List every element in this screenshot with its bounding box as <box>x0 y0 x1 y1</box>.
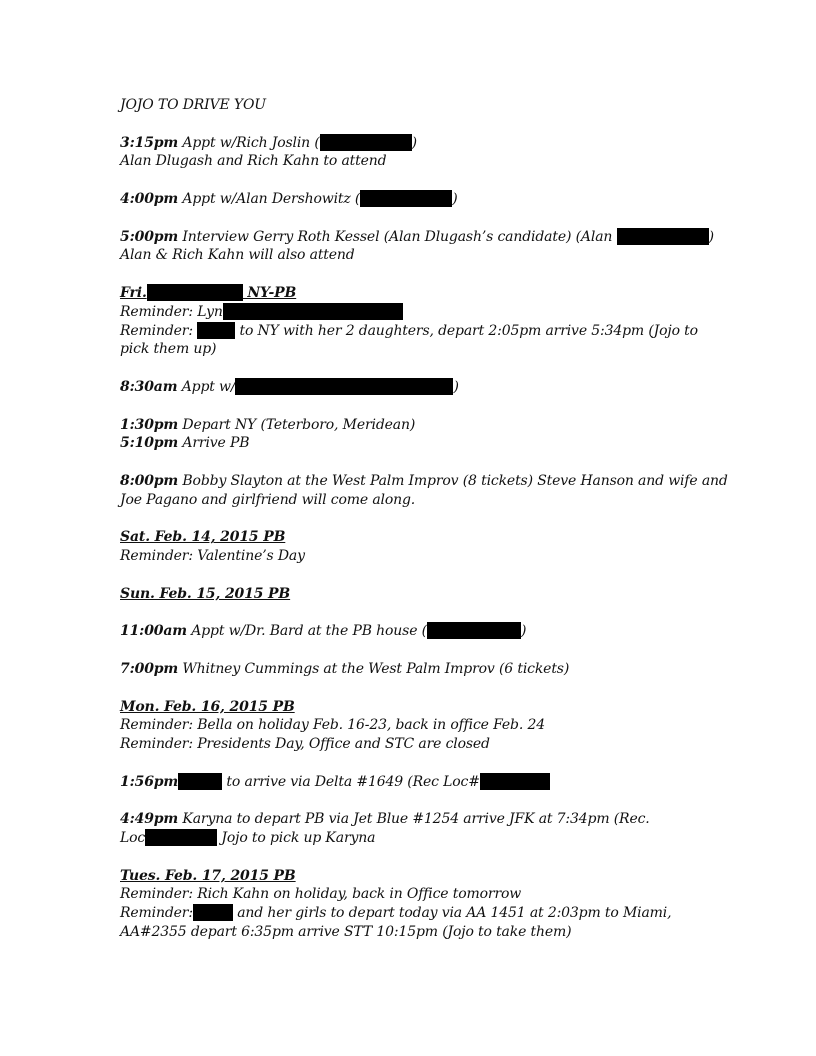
event-note-text: Loc <box>120 830 146 847</box>
spacer <box>120 848 710 867</box>
event-time: 11:00am <box>120 623 187 640</box>
travel-line <box>120 829 710 848</box>
appointment-line <box>120 134 710 153</box>
redaction-box <box>360 190 452 207</box>
redaction-box <box>197 322 235 339</box>
event-text: Appt w/ <box>177 378 236 395</box>
reminder-line <box>120 923 710 942</box>
spacer <box>120 791 710 810</box>
travel-line <box>120 434 710 453</box>
redaction-box <box>320 134 412 151</box>
redaction-box <box>617 228 709 245</box>
spacer <box>120 115 710 134</box>
appointment-note <box>120 152 710 171</box>
spacer <box>120 566 710 585</box>
event-text-close: ) <box>411 134 417 151</box>
event-time: 8:30am <box>120 378 178 395</box>
driver-note-text: JOJO TO DRIVE YOU <box>120 97 266 113</box>
appointment-note <box>120 246 710 265</box>
redaction-box <box>223 303 403 320</box>
reminder-text: and her girls to depart today via AA 1451 at 2:03pm to Miami, <box>232 905 672 922</box>
event-text-close: ) <box>453 378 459 395</box>
event-note-text: Alan Dlugash and Rich Kahn to attend <box>120 153 387 170</box>
appointment-line <box>120 622 710 641</box>
event-time: 1:56pm <box>120 773 179 790</box>
day-heading-saturday <box>120 528 710 547</box>
spacer <box>120 359 710 378</box>
reminder-text: Reminder: <box>120 322 198 339</box>
reminder-line <box>120 885 710 904</box>
event-text: Bobby Slayton at the West Palm Improv (8 tickets) Steve Hanson and wife and <box>178 472 728 489</box>
redaction-box <box>147 284 243 301</box>
appointment-line <box>120 228 714 247</box>
day-heading-monday <box>120 698 710 717</box>
reminder-line <box>120 735 710 754</box>
reminder-text: AA#2355 depart 6:35pm arrive STT 10:15pm (Jojo to take them) <box>120 924 572 941</box>
event-text: Appt w/Alan Dershowitz ( <box>178 190 361 207</box>
event-text: Arrive PB <box>178 435 250 452</box>
event-time: 1:30pm <box>120 416 179 433</box>
reminder-line <box>120 904 710 923</box>
spacer <box>120 679 710 698</box>
event-time: 4:49pm <box>120 811 179 828</box>
event-note-text: Joe Pagano and girlfriend will come along. <box>120 491 416 508</box>
event-note-text: Jojo to pick up Karyna <box>217 830 376 847</box>
day-heading-friday <box>120 284 710 303</box>
day-heading-text: Mon. Feb. 16, 2015 PB <box>120 698 295 715</box>
reminder-line <box>120 716 710 735</box>
event-text: Depart NY (Teterboro, Meridean) <box>178 416 416 433</box>
appointment-line <box>120 378 710 397</box>
day-heading-text: Fri. <box>120 284 147 301</box>
event-text: Appt w/Dr. Bard at the PB house ( <box>186 623 427 640</box>
spacer <box>120 604 710 623</box>
event-text: to arrive via Delta #1649 (Rec Loc# <box>222 773 480 790</box>
reminder-text: Reminder: Lyn <box>120 303 223 320</box>
event-note-text: Alan & Rich Kahn will also attend <box>120 247 355 264</box>
spacer <box>120 397 710 416</box>
event-time: 7:00pm <box>120 660 179 677</box>
spacer <box>120 171 710 190</box>
reminder-text: Reminder: Presidents Day, Office and STC are closed <box>120 736 490 753</box>
reminder-text: pick them up) <box>120 341 217 358</box>
reminder-text: Reminder: Rich Kahn on holiday, back in Office tomorrow <box>120 886 522 903</box>
appointment-line <box>120 190 710 209</box>
event-time: 8:00pm <box>120 472 179 489</box>
day-heading-text: Sun. Feb. 15, 2015 PB <box>120 585 291 602</box>
event-text-close: ) <box>708 228 714 245</box>
event-time: 4:00pm <box>120 190 179 207</box>
event-text-close: ) <box>520 623 527 640</box>
event-text: Karyna to depart PB via Jet Blue #1254 arrive JFK at 7:34pm (Rec. <box>178 811 650 828</box>
travel-line <box>120 416 710 435</box>
event-time: 3:15pm <box>120 134 179 151</box>
event-text: Whitney Cummings at the West Palm Improv (6 tickets) <box>178 660 570 677</box>
redaction-box <box>145 829 217 846</box>
spacer <box>120 209 710 228</box>
travel-line <box>120 773 710 792</box>
reminder-text: Reminder: Bella on holiday Feb. 16-23, back in office Feb. 24 <box>120 717 545 734</box>
spacer <box>120 453 710 472</box>
reminder-text: Reminder: <box>120 905 193 922</box>
event-text: Appt w/Rich Joslin ( <box>178 134 320 151</box>
reminder-line <box>120 547 710 566</box>
spacer <box>120 754 710 773</box>
spacer <box>120 641 710 660</box>
day-heading-text: Sat. Feb. 14, 2015 PB <box>120 529 286 546</box>
redaction-box <box>178 773 222 790</box>
reminder-line <box>120 303 710 322</box>
schedule-text <box>120 96 728 942</box>
reminder-line <box>120 322 710 341</box>
event-line <box>120 472 728 491</box>
spacer <box>120 510 710 529</box>
event-time: 5:00pm <box>120 228 179 245</box>
day-heading-text: Tues. Feb. 17, 2015 PB <box>120 867 296 884</box>
event-line <box>120 660 710 679</box>
event-time: 5:10pm <box>120 435 179 452</box>
travel-line <box>120 810 710 829</box>
driver-note <box>120 96 710 115</box>
day-heading-text: NY-PB <box>242 284 297 301</box>
event-text-close: ) <box>452 190 458 207</box>
reminder-line <box>120 340 710 359</box>
redaction-box <box>193 904 233 921</box>
event-note <box>120 491 710 510</box>
reminder-text: to NY with her 2 daughters, depart 2:05pm arrive 5:34pm (Jojo to <box>235 322 698 339</box>
redaction-box <box>480 773 550 790</box>
redaction-box <box>427 622 521 639</box>
day-heading-sunday <box>120 585 710 604</box>
event-text: Interview Gerry Roth Kessel (Alan Dlugash’s candidate) (Alan <box>178 228 617 245</box>
redaction-box <box>235 378 453 395</box>
day-heading-tuesday <box>120 867 710 886</box>
reminder-text: Reminder: Valentine’s Day <box>120 548 305 565</box>
spacer <box>120 265 710 284</box>
